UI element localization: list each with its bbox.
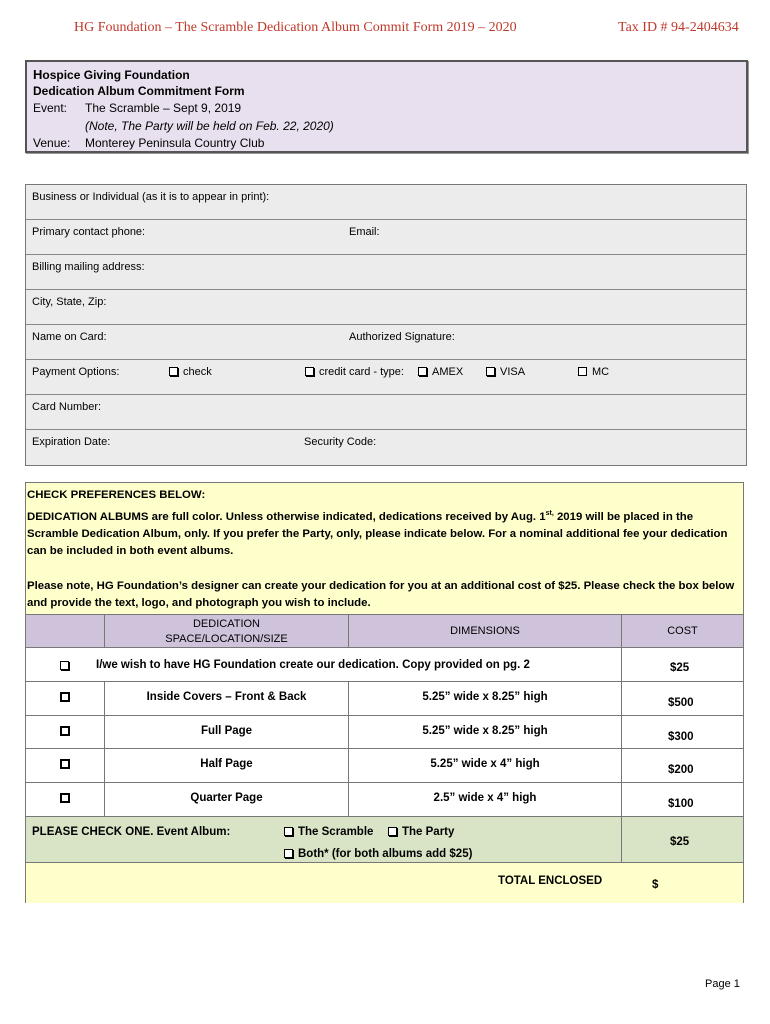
- total-label: TOTAL ENCLOSED: [498, 875, 603, 887]
- col-dimensions: DIMENSIONS: [450, 625, 520, 637]
- card-number-row[interactable]: [26, 395, 746, 430]
- mc-option[interactable]: MC: [578, 366, 609, 378]
- col-space-line2: SPACE/LOCATION/SIZE: [165, 633, 288, 645]
- card-name-row[interactable]: [26, 325, 746, 360]
- table-row: [26, 716, 743, 749]
- business-row[interactable]: [26, 185, 746, 220]
- preferences-paragraph-1: DEDICATION ALBUMS are full color. Unless otherwise indicated, dedications received by Aug. $1^{st,}$ 2019 will be placed in the Scramble Dedication Album, only. If you prefer the Party, only, please indicate below. For a nominal additional fee your dedication can be included in both event albums.: [27, 509, 728, 558]
- designer-cost: $25: [670, 662, 690, 674]
- phone-label: Primary contact phone:: [32, 226, 146, 238]
- form-name: Dedication Album Commitment Form: [33, 84, 245, 98]
- preferences-box: [25, 482, 744, 903]
- designer-row: [26, 648, 743, 682]
- designer-text: I/we wish to have HG Foundation create our dedication. Copy provided on pg. 2: [96, 659, 530, 671]
- expiration-label: Expiration Date:: [32, 436, 111, 448]
- size-space: Inside Covers – Front & Back: [146, 691, 307, 703]
- card-number-label: Card Number:: [32, 401, 102, 413]
- table-row: [26, 749, 743, 783]
- phone-email-row[interactable]: [26, 220, 746, 255]
- size-space: Half Page: [200, 758, 253, 770]
- designer-checkbox-icon[interactable]: [60, 661, 69, 670]
- check-checkbox-icon[interactable]: [169, 367, 178, 376]
- size-checkbox-icon[interactable]: [60, 726, 70, 736]
- size-dimensions: 2.5” wide x 4” high: [433, 792, 537, 804]
- tax-id: Tax ID # 94-2404634: [618, 20, 739, 35]
- visa-checkbox-icon[interactable]: [486, 367, 495, 376]
- both-option[interactable]: Both* (for both albums add $25): [284, 848, 472, 860]
- size-checkbox-icon[interactable]: [60, 692, 70, 702]
- payment-options-row: [26, 360, 746, 395]
- event-album-row: [26, 817, 743, 863]
- security-code-label: Security Code:: [304, 436, 377, 448]
- event-note: (Note, The Party will be held on Feb. 22, 2020): [85, 119, 334, 133]
- size-cost: $300: [668, 731, 694, 743]
- payment-options-label: Payment Options:: [32, 366, 120, 378]
- amex-option[interactable]: AMEX: [418, 366, 463, 378]
- billing-label: Billing mailing address:: [32, 261, 145, 273]
- city-label: City, State, Zip:: [32, 296, 107, 308]
- contact-payment-table: [25, 184, 747, 466]
- size-cost: $500: [668, 697, 694, 709]
- party-option[interactable]: The Party: [388, 826, 454, 838]
- check-option[interactable]: check: [169, 366, 212, 378]
- preferences-paragraph-2: Please note, HG Foundation’s designer can create your dedication for you at an additional cost of $25. Please check the box below and provide the text, logo, and photograph you wish to include.: [27, 579, 735, 610]
- scramble-option[interactable]: The Scramble: [284, 826, 373, 838]
- col-cost: COST: [667, 625, 698, 637]
- org-name: Hospice Giving Foundation: [33, 67, 190, 82]
- name-on-card-label: Name on Card:: [32, 331, 107, 343]
- table-row: [26, 682, 743, 716]
- visa-option[interactable]: VISA: [486, 366, 525, 378]
- form-title: HG Foundation – The Scramble Dedication Album Commit Form 2019 – 2020: [74, 20, 517, 35]
- party-checkbox-icon[interactable]: [388, 827, 397, 836]
- city-row[interactable]: [26, 290, 746, 325]
- preferences-heading: CHECK PREFERENCES BELOW:: [27, 489, 206, 501]
- size-checkbox-icon[interactable]: [60, 793, 70, 803]
- table-header-row: [26, 614, 743, 648]
- signature-label: Authorized Signature:: [349, 331, 455, 343]
- col-space-line1: DEDICATION: [192, 618, 261, 630]
- size-cost: $100: [668, 798, 694, 810]
- organization-box: [25, 60, 748, 153]
- table-row: [26, 783, 743, 817]
- size-dimensions: 5.25” wide x 8.25” high: [422, 691, 548, 703]
- event-line: Event: The Scramble – Sept 9, 2019: [33, 101, 242, 115]
- size-checkbox-icon[interactable]: [60, 759, 70, 769]
- email-label: Email:: [349, 226, 380, 238]
- size-space: Quarter Page: [190, 792, 263, 804]
- scramble-checkbox-icon[interactable]: [284, 827, 293, 836]
- page-header: [0, 20, 770, 40]
- total-row: [26, 863, 743, 903]
- size-dimensions: 5.25” wide x 8.25” high: [422, 725, 548, 737]
- both-checkbox-icon[interactable]: [284, 849, 293, 858]
- event-album-label: PLEASE CHECK ONE. Event Album:: [32, 826, 231, 838]
- amex-checkbox-icon[interactable]: [418, 367, 427, 376]
- credit-card-option[interactable]: credit card - type:: [305, 366, 404, 378]
- credit-card-checkbox-icon[interactable]: [305, 367, 314, 376]
- venue-line: Venue: Monterey Peninsula Country Club: [33, 136, 265, 150]
- total-value[interactable]: $: [652, 879, 659, 891]
- preferences-text: [27, 487, 743, 613]
- page-number: Page 1: [705, 978, 740, 990]
- size-cost: $200: [668, 764, 694, 776]
- size-space: Full Page: [200, 725, 253, 737]
- mc-checkbox-icon[interactable]: [578, 367, 587, 376]
- event-album-cost: $25: [670, 836, 690, 848]
- billing-row[interactable]: [26, 255, 746, 290]
- expiration-row[interactable]: [26, 430, 746, 465]
- size-dimensions: 5.25” wide x 4” high: [430, 758, 540, 770]
- business-label: Business or Individual (as it is to appear in print):: [32, 191, 270, 203]
